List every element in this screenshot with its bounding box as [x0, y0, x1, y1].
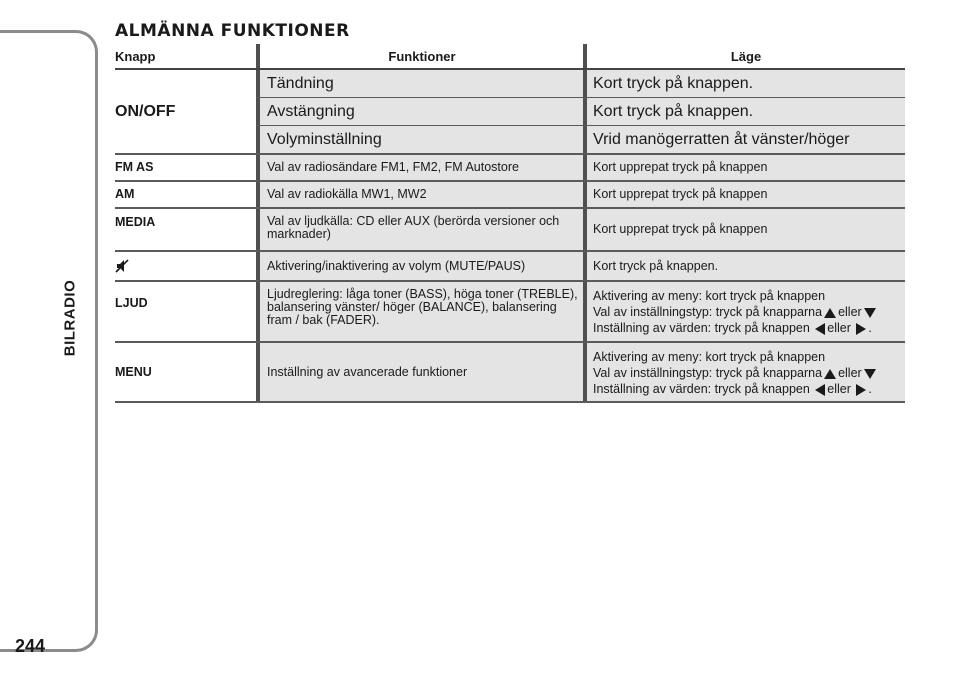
- function-cell: [256, 209, 583, 250]
- mode-cell: [583, 343, 905, 401]
- table-row-media: [115, 209, 905, 252]
- button-am: AM: [115, 187, 135, 201]
- mode-text: eller: [838, 366, 862, 380]
- mode-cell: Vrid manögerratten åt vänster/höger: [583, 126, 905, 153]
- table-row-onoff: [115, 70, 905, 155]
- button-fmas: FM AS: [115, 160, 154, 174]
- function-line: Val av ljudkälla: CD eller AUX (berörda versioner och: [267, 214, 560, 228]
- table-row: [256, 70, 905, 98]
- arrow-down-icon: [864, 369, 876, 379]
- arrow-right-icon: [856, 384, 866, 396]
- side-tab: [0, 30, 98, 652]
- mute-icon: [115, 259, 129, 273]
- mode-text: Inställning av värden: tryck på knappen: [593, 382, 810, 396]
- functions-table: [115, 44, 905, 403]
- arrow-up-icon: [824, 369, 836, 379]
- function-cell: Val av radiokälla MW1, MW2: [256, 182, 583, 207]
- mode-line: [593, 320, 899, 336]
- mode-cell: Kort upprepat tryck på knappen: [583, 155, 905, 180]
- mode-cell: Kort upprepat tryck på knappen: [583, 182, 905, 207]
- mode-cell: Kort tryck på knappen.: [583, 98, 905, 125]
- mode-cell: Kort tryck på knappen.: [583, 70, 905, 97]
- table-header: [115, 44, 905, 70]
- table-row-ljud: [115, 282, 905, 343]
- mode-text: Val av inställningstyp: tryck på knapparna: [593, 366, 823, 380]
- mode-text: .: [868, 321, 872, 335]
- table-row-mute: [115, 252, 905, 282]
- mode-text: eller: [838, 305, 862, 319]
- page-number: 244: [15, 636, 46, 656]
- section-title: ALMÄNNA FUNKTIONER: [115, 21, 350, 41]
- mode-line: Aktivering av meny: kort tryck på knappen: [593, 350, 826, 364]
- table-row: [256, 98, 905, 126]
- table-row-menu: [115, 343, 905, 403]
- function-cell: Tändning: [256, 70, 583, 97]
- function-cell: Val av radiosändare FM1, FM2, FM Autostore: [256, 155, 583, 180]
- mode-line: Aktivering av meny: kort tryck på knappen: [593, 289, 826, 303]
- function-cell: Volyminställning: [256, 126, 583, 153]
- mode-text: .: [868, 382, 872, 396]
- button-onoff: ON/OFF: [115, 102, 176, 120]
- mode-text: Inställning av värden: tryck på knappen: [593, 321, 810, 335]
- mode-text: Val av inställningstyp: tryck på knapparna: [593, 305, 823, 319]
- function-cell: [256, 282, 583, 341]
- mode-line: [593, 381, 899, 397]
- button-menu: MENU: [115, 364, 152, 379]
- button-mute: [115, 252, 256, 280]
- header-mode: Läge: [583, 44, 905, 68]
- table-row-am: [115, 182, 905, 209]
- arrow-right-icon: [856, 323, 866, 335]
- button-media: MEDIA: [115, 215, 156, 229]
- chapter-label: BILRADIO: [61, 279, 79, 357]
- mode-cell: Kort tryck på knappen.: [583, 252, 905, 280]
- function-line: balansering vänster/ höger (BALANCE), balansering: [267, 300, 557, 314]
- arrow-left-icon: [815, 323, 825, 335]
- header-button: Knapp: [115, 48, 156, 64]
- mode-line: [593, 365, 899, 381]
- function-line: marknader): [267, 227, 331, 241]
- mode-line: [593, 304, 899, 320]
- arrow-up-icon: [824, 308, 836, 318]
- table-row-fmas: [115, 155, 905, 182]
- mode-cell: [583, 282, 905, 341]
- mode-text: eller: [827, 321, 851, 335]
- function-cell: Inställning av avancerade funktioner: [256, 343, 583, 401]
- function-line: fram / bak (FADER).: [267, 313, 380, 327]
- function-cell: Avstängning: [256, 98, 583, 125]
- function-cell: Aktivering/inaktivering av volym (MUTE/PAUS): [256, 252, 583, 280]
- table-row: [256, 126, 905, 153]
- button-ljud: LJUD: [115, 296, 148, 310]
- arrow-left-icon: [815, 384, 825, 396]
- mode-text: eller: [827, 382, 851, 396]
- arrow-down-icon: [864, 308, 876, 318]
- mode-cell: Kort upprepat tryck på knappen: [583, 209, 905, 250]
- function-line: Ljudreglering: låga toner (BASS), höga toner (TREBLE),: [267, 287, 578, 301]
- header-functions: Funktioner: [256, 44, 583, 68]
